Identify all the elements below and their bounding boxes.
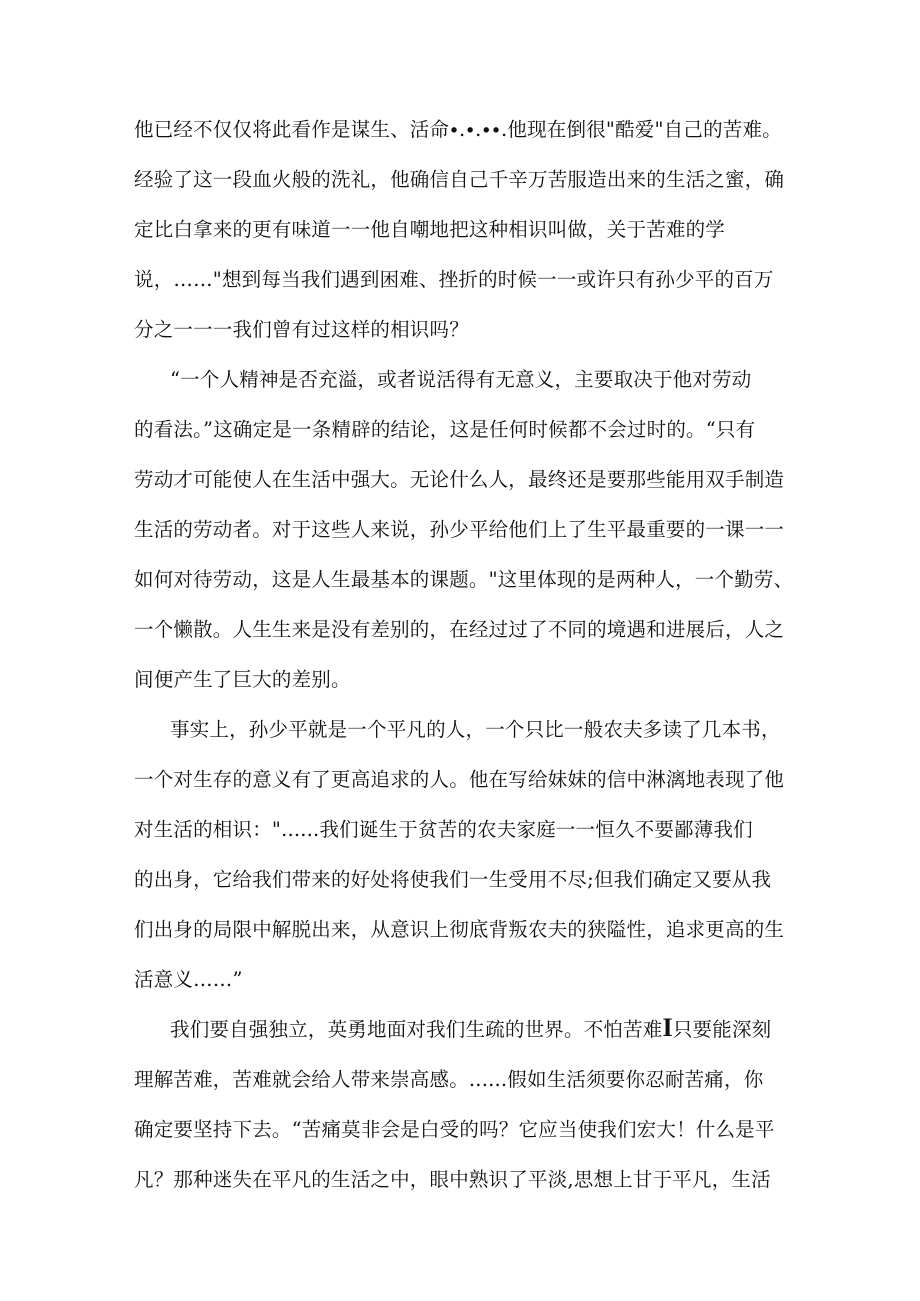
text-line: 经验了这一段血火般的洗礼，他确信自己千辛万苦服造出来的生活之蜜，确: [134, 168, 785, 191]
text-line: 生活的劳动者。对于这些人来说，孙少平给他们上了生平最重要的一课一一: [134, 518, 785, 541]
text-line: 分之一一一我们曾有过这样的相识吗？: [134, 318, 469, 341]
text-line: 劳动才可能使人在生活中强大。无论什么人，最终还是要那些能用双手制造: [134, 468, 785, 491]
text-line: 定比白拿来的更有味道一一他自嘲地把这种相识叫做，关于苦难的学: [134, 218, 726, 241]
text-line: “一个人精神是否充溢，或者说活得有无意义，主要取决于他对劳动: [170, 368, 752, 391]
text-line: 说，……"想到每当我们遇到困难、挫折的时候一一或许只有孙少平的百万: [134, 268, 774, 291]
text-line: 他已经不仅仅将此看作是谋生、活命∙.∙.∙∙.他现在倒很"酷爱"自己的苦难。: [134, 118, 782, 141]
text-segment: 只要能深刻: [672, 1018, 772, 1041]
text-line: 事实上，孙少平就是一个平凡的人，一个只比一般农夫多读了几本书，: [170, 718, 781, 741]
stray-mark: I: [662, 1013, 673, 1042]
text-line: 确定要坚持下去。“苦痛莫非会是白受的吗？它应当使我们宏大！什么是平: [134, 1118, 775, 1141]
text-line: 对生活的相识："......我们诞生于贫苦的农夫家庭一一恒久不要鄙薄我们: [134, 818, 753, 841]
text-line: 活意义……”: [134, 968, 243, 991]
text-line: 一个对生存的意义有了更高追求的人。他在写给妹妹的信中淋漓地表现了他: [134, 768, 785, 791]
text-line: 如何对待劳动，这是人生最基本的课题。"这里体现的是两种人，一个勤劳、: [134, 568, 794, 591]
text-line: 间便产生了巨大的差别。: [134, 668, 351, 691]
text-line: 凡？那种迷失在平凡的生活之中，眼中熟识了平淡,思想上甘于平凡，生活: [134, 1168, 771, 1191]
text-line: 理解苦难，苦难就会给人带来崇高感。......假如生活须要你忍耐苦痛，你: [134, 1068, 764, 1091]
text-line: 的看法。”这确定是一条精辟的结论，这是任何时候都不会过时的。“只有: [134, 418, 756, 441]
text-segment: 我们要自强独立，英勇地面对我们生疏的世界。不怕苦难: [170, 1018, 663, 1041]
text-line: 一个懒散。人生生来是没有差别的，在经过过了不同的境遇和进展后，人之: [134, 618, 785, 641]
text-line: 的出身，它给我们带来的好处将使我们一生受用不尽;但我们确定又要从我: [134, 868, 772, 891]
text-line: [170, 1013, 772, 1042]
text-line: 们出身的局限中解脱出来，从意识上彻底背叛农夫的狭隘性，追求更高的生: [134, 918, 785, 941]
